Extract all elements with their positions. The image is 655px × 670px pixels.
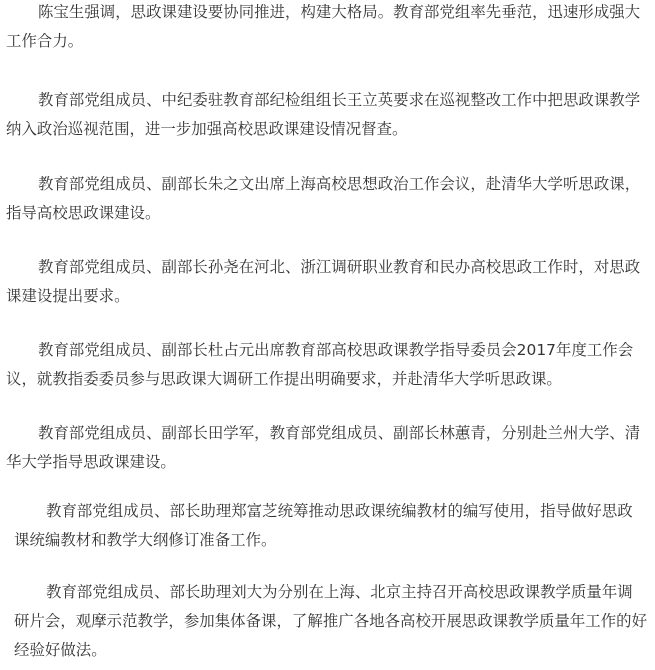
paragraph-6: 教育部党组成员、副部长田学军，教育部党组成员、副部长林蕙青，分别赴兰州大学、清华大学指导思政课建设。	[6, 424, 641, 471]
paragraph-7: 教育部党组成员、部长助理郑富芝统筹推动思政课统编教材的编写使用，指导做好思政课统编教材和教学大纲修订准备工作。	[14, 502, 633, 549]
paragraph-3: 教育部党组成员、副部长朱之文出席上海高校思想政治工作会议，赴清华大学听思政课，指导高校思政课建设。	[6, 175, 641, 222]
paragraph-5: 教育部党组成员、副部长杜占元出席教育部高校思政课教学指导委员会2017年度工作会议，就教指委委员参与思政课大调研工作提出明确要求，并赴清华大学听思政课。	[6, 341, 634, 388]
paragraph-1: 陈宝生强调，思政课建设要协同推进，构建大格局。教育部党组率先垂范，迅速形成强大工作合力。	[6, 3, 641, 50]
paragraph-2: 教育部党组成员、中纪委驻教育部纪检组组长王立英要求在巡视整改工作中把思政课教学纳入政治巡视范围，进一步加强高校思政课建设情况督查。	[6, 91, 641, 138]
paragraph-8: 教育部党组成员、部长助理刘大为分别在上海、北京主持召开高校思政课教学质量年调研片会，观摩示范教学，参加集体备课，了解推广各地各高校开展思政课教学质量年工作的好经验好做法。	[14, 583, 648, 659]
paragraph-4: 教育部党组成员、副部长孙尧在河北、浙江调研职业教育和民办高校思政工作时，对思政课建设提出要求。	[6, 258, 641, 305]
